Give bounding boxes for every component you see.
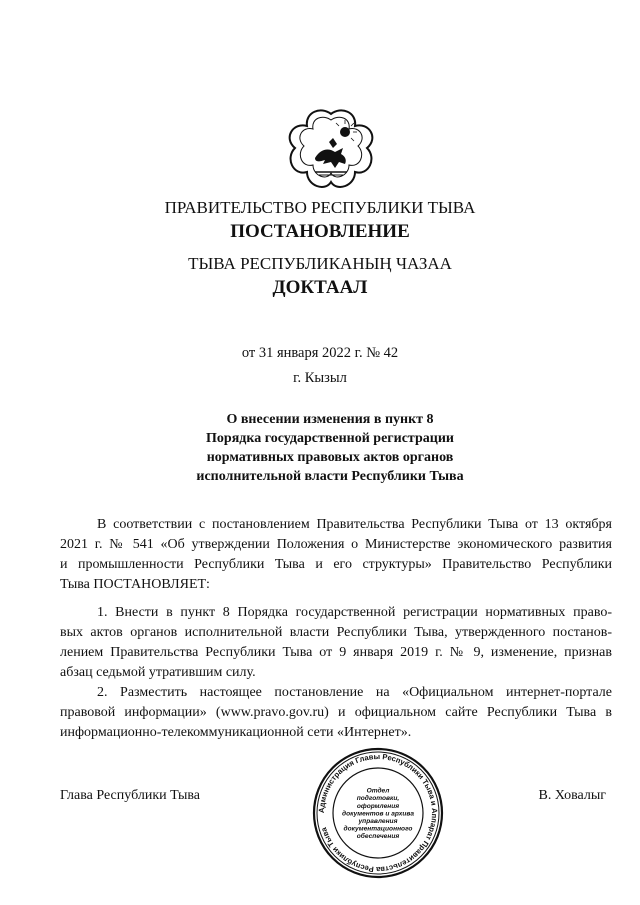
preamble-line: В соответствии с постановлением Правительства Республики Тыва от 13 октября xyxy=(97,517,612,532)
stamp-ring-text: Администрация Главы Республики Тыва и Аппарат Правительства Республики Тыва xyxy=(316,751,440,875)
item-1-line: абзац седьмой утратившим силу. xyxy=(60,665,256,680)
item-2-line: информационно-телекоммуникационной сети «Интернет». xyxy=(60,725,412,740)
title-line: Порядка государственной регистрации xyxy=(206,431,454,446)
item-1-line: вых актов органов исполнительной власти Республики Тыва, утвержденного постанов- xyxy=(60,625,612,640)
preamble-line: 2021 г. № 541 «Об утверждении Положения о Министерстве экономического развития xyxy=(60,537,612,552)
preamble-paragraph xyxy=(60,515,612,595)
decree-type: ПОСТАНОВЛЕНИЕ xyxy=(230,221,410,242)
svg-text:документов и архива: документов и архива xyxy=(342,810,414,818)
svg-text:Отдел: Отдел xyxy=(366,787,390,795)
item-1-paragraph xyxy=(60,603,612,683)
item-2-paragraph xyxy=(60,683,612,743)
svg-text:подготовки,: подготовки, xyxy=(356,795,400,803)
preamble-line: Тыва ПОСТАНОВЛЯЕТ: xyxy=(60,577,210,592)
title-line: нормативных правовых актов органов xyxy=(206,450,454,465)
date-number: от 31 января 2022 г. № 42 xyxy=(241,345,399,361)
svg-text:документационного: документационного xyxy=(343,825,413,833)
svg-text:оформления: оформления xyxy=(356,802,400,810)
svg-text:управления: управления xyxy=(358,818,398,825)
city: г. Кызыл xyxy=(293,370,347,386)
preamble-line: и промышленности Республики Тыва и его структуры» Правительство Республики xyxy=(60,557,612,572)
government-name-tuvan: ТЫВА РЕСПУБЛИКАНЫҢ ЧАЗАА xyxy=(188,254,452,273)
decree-title xyxy=(120,410,540,486)
svg-text:обеспечения: обеспечения xyxy=(356,833,400,841)
title-line: О внесении изменения в пункт 8 xyxy=(226,412,434,427)
item-1-line: лением Правительства Республики Тыва от 9 января 2019 г. № 9, изменение, признав xyxy=(60,645,612,660)
title-line: исполнительной власти Республики Тыва xyxy=(196,469,464,484)
stamp-center-text xyxy=(342,787,414,841)
item-2-line: правовой информации» (www.pravo.gov.ru) и официальном сайте Республики Тыва в xyxy=(60,705,612,720)
official-stamp xyxy=(310,745,446,881)
signatory-name: В. Ховалыг xyxy=(538,788,606,803)
item-1-line: 1. Внести в пункт 8 Порядка государственной регистрации нормативных право- xyxy=(97,605,612,620)
government-name: ПРАВИТЕЛЬСТВО РЕСПУБЛИКИ ТЫВА xyxy=(164,198,476,217)
coat-of-arms-emblem xyxy=(285,108,377,192)
item-2-line: 2. Разместить настоящее постановление на «Официальном интернет-портале xyxy=(97,685,612,700)
decree-type-tuvan: ДОКТААЛ xyxy=(272,277,368,298)
signatory-position: Глава Республики Тыва xyxy=(60,788,201,803)
